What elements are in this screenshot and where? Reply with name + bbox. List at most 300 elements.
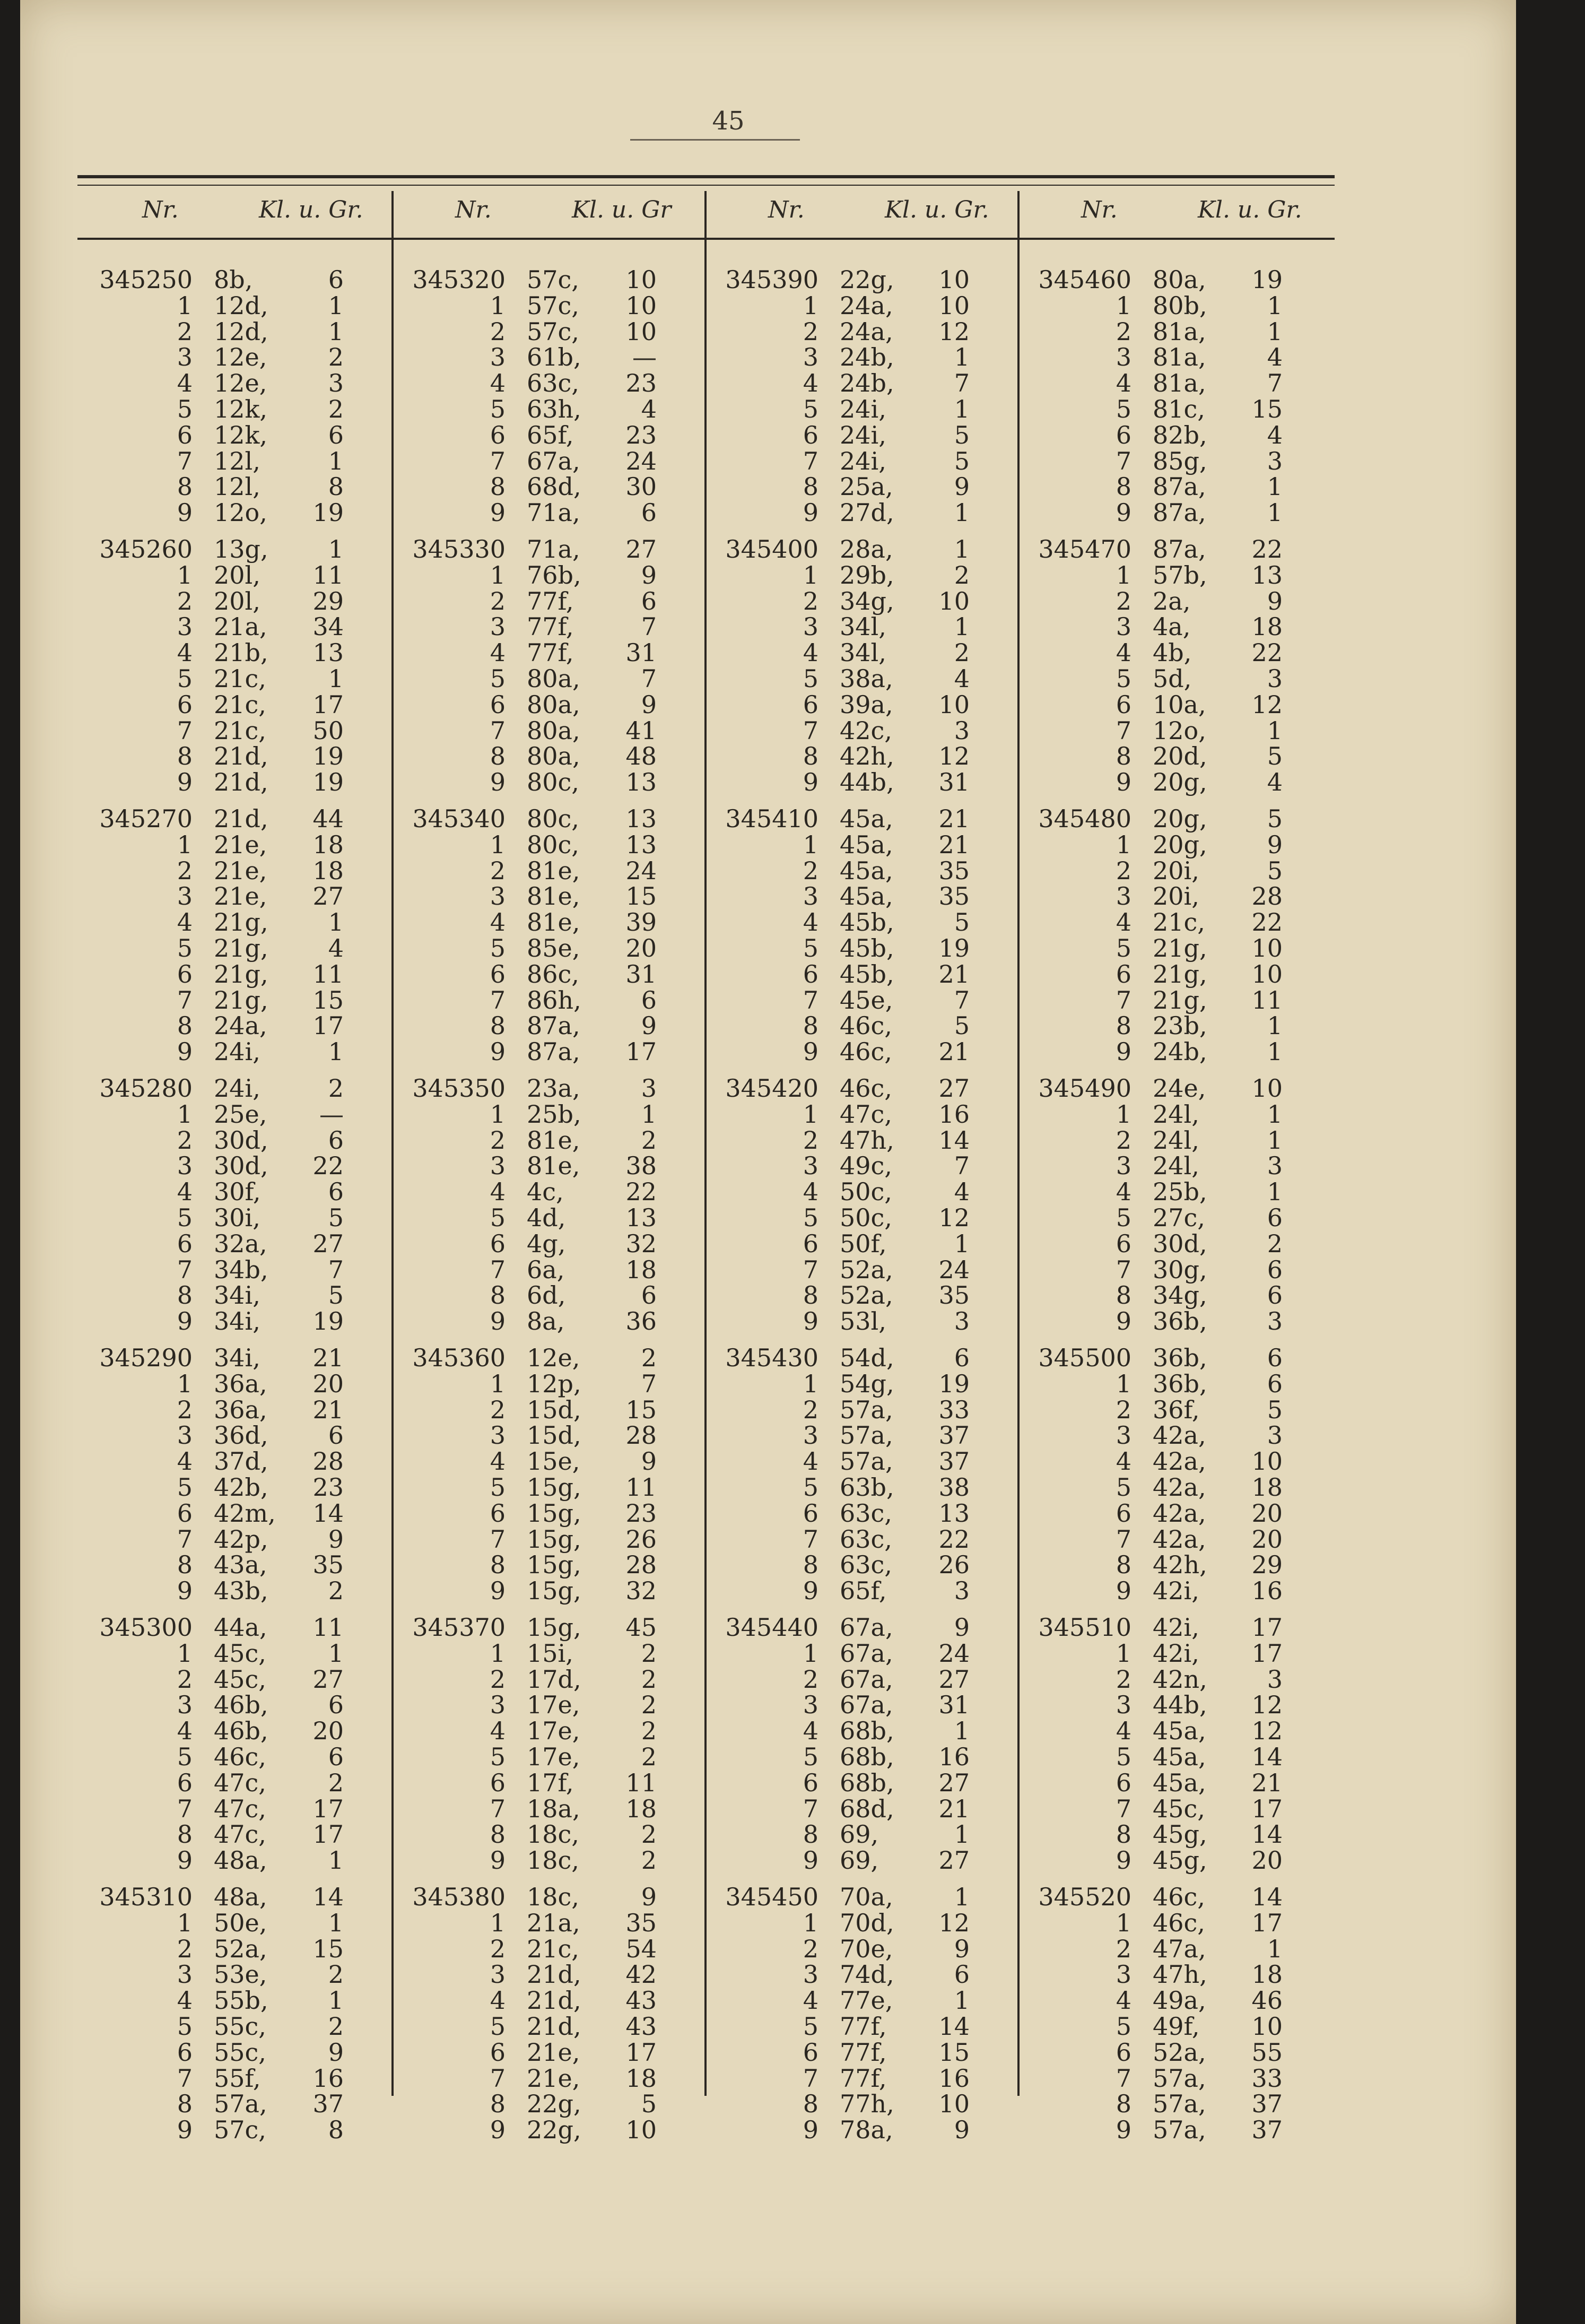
row-class-group: 20l, — [214, 560, 260, 589]
row-nr: 8 — [803, 1820, 818, 1849]
row-class-group: 47c, — [214, 1768, 266, 1797]
table-row — [407, 1255, 704, 1284]
row-class-group: 5d, — [1153, 664, 1192, 693]
row-nr: 9 — [1116, 768, 1131, 797]
row-count: 32 — [625, 1229, 657, 1258]
row-nr: 345340 — [412, 804, 506, 833]
table-row — [407, 1638, 704, 1668]
row-class-group: 49f, — [1153, 2012, 1200, 2041]
row-class-group: 68b, — [840, 1768, 894, 1797]
row-class-group: 67a, — [840, 1690, 893, 1720]
row-class-group: 12e, — [214, 369, 267, 398]
row-count: 42 — [625, 1960, 657, 1989]
row-count: 6 — [1267, 1255, 1283, 1284]
row-class-group: 69, — [840, 1846, 879, 1875]
table-row — [720, 1203, 1017, 1232]
row-class-group: 52a, — [840, 1281, 893, 1310]
table-row — [407, 498, 704, 527]
row-nr: 8 — [490, 742, 506, 771]
table-row — [1033, 1820, 1330, 1849]
table-row — [407, 1447, 704, 1476]
table-row — [94, 908, 391, 937]
table-row — [407, 1742, 704, 1771]
row-count: 1 — [328, 908, 344, 937]
table-row — [407, 742, 704, 771]
row-class-group: 42a, — [1153, 1498, 1206, 1528]
row-class-group: 12k, — [214, 395, 268, 423]
row-nr: 7 — [803, 1794, 818, 1823]
table-row — [407, 395, 704, 423]
row-class-group: 18c, — [527, 1820, 579, 1849]
row-count: 32 — [625, 1576, 657, 1606]
row-nr: 345350 — [412, 1074, 506, 1103]
row-nr: 8 — [177, 1550, 193, 1580]
row-nr: 6 — [803, 1498, 818, 1528]
row-nr: 5 — [177, 1473, 193, 1502]
table-row — [720, 882, 1017, 911]
row-count: 38 — [938, 1473, 970, 1502]
table-row — [1033, 1151, 1330, 1181]
row-nr: 3 — [490, 882, 506, 911]
row-class-group: 21g, — [214, 908, 268, 937]
table-row — [1033, 690, 1330, 719]
row-nr: 1 — [177, 830, 193, 859]
row-class-group: 36b, — [1153, 1343, 1207, 1372]
row-count: 1 — [954, 1716, 970, 1746]
row-class-group: 44b, — [1153, 1690, 1207, 1720]
row-count: 22 — [1251, 908, 1283, 937]
row-class-group: 24b, — [1153, 1037, 1207, 1066]
row-count: 2 — [641, 1846, 657, 1875]
table-row — [720, 395, 1017, 423]
row-nr: 2 — [803, 586, 818, 615]
row-nr: 345440 — [725, 1613, 818, 1642]
row-class-group: 42m, — [214, 1498, 276, 1528]
row-class-group: 30g, — [1153, 1255, 1207, 1284]
row-nr: 2 — [803, 1395, 818, 1424]
table-row — [407, 1011, 704, 1040]
table-row — [407, 472, 704, 501]
row-class-group: 45b, — [840, 959, 894, 988]
row-class-group: 4d, — [527, 1203, 566, 1232]
row-count: 1 — [328, 1638, 344, 1668]
row-count: 1 — [328, 446, 344, 475]
row-nr: 8 — [490, 2089, 506, 2119]
row-count: 9 — [954, 2115, 970, 2145]
row-count: 16 — [1251, 1576, 1283, 1606]
row-nr: 8 — [177, 472, 193, 501]
row-nr: 7 — [1116, 1524, 1131, 1554]
row-nr: 5 — [803, 2012, 818, 2041]
row-class-group: 77f, — [527, 612, 574, 641]
row-class-group: 86c, — [527, 959, 579, 988]
row-count: 6 — [328, 1690, 344, 1720]
row-nr: 6 — [803, 690, 818, 719]
row-nr: 9 — [803, 1846, 818, 1875]
row-count: 17 — [1251, 1908, 1283, 1937]
row-class-group: 87a, — [527, 1037, 580, 1066]
row-count: 13 — [625, 1203, 657, 1232]
row-count: 33 — [938, 1395, 970, 1424]
table-row — [1033, 2012, 1330, 2041]
row-count: 31 — [625, 959, 657, 988]
row-count: 28 — [625, 1550, 657, 1580]
table-row — [94, 1742, 391, 1771]
row-class-group: 42i, — [1153, 1638, 1199, 1668]
row-class-group: 2a, — [1153, 586, 1191, 615]
row-count: 27 — [938, 1768, 970, 1797]
row-class-group: 57b, — [1153, 560, 1207, 589]
row-count: 50 — [312, 716, 344, 745]
row-class-group: 18a, — [527, 1794, 580, 1823]
table-row — [720, 1794, 1017, 1823]
row-count: 1 — [954, 498, 970, 527]
row-class-group: 6d, — [527, 1281, 566, 1310]
row-class-group: 17e, — [527, 1690, 580, 1720]
row-count: 27 — [312, 882, 344, 911]
row-class-group: 36d, — [214, 1421, 268, 1450]
table-row — [94, 612, 391, 641]
row-count: 7 — [641, 1369, 657, 1398]
table-row — [720, 830, 1017, 859]
row-count: 10 — [1251, 959, 1283, 988]
row-class-group: 42p, — [214, 1524, 268, 1554]
table-row — [94, 716, 391, 745]
table-row — [720, 2115, 1017, 2145]
table-row — [720, 1343, 1017, 1372]
row-class-group: 55b, — [214, 1986, 268, 2015]
row-count: 31 — [938, 1690, 970, 1720]
row-nr: 2 — [177, 1125, 193, 1155]
row-class-group: 24i, — [214, 1074, 260, 1103]
table-row — [407, 638, 704, 667]
row-count: 6 — [1267, 1369, 1283, 1398]
table-row — [1033, 856, 1330, 885]
row-count: 7 — [1267, 369, 1283, 398]
column-divider — [704, 191, 707, 2096]
table-row — [407, 2012, 704, 2041]
row-nr: 3 — [1116, 1151, 1131, 1181]
table-row — [1033, 395, 1330, 423]
row-nr: 2 — [490, 1664, 506, 1694]
row-count: 11 — [625, 1473, 657, 1502]
row-nr: 5 — [1116, 2012, 1131, 2041]
table-row — [720, 612, 1017, 641]
row-count: 1 — [1267, 472, 1283, 501]
table-row — [1033, 768, 1330, 797]
row-nr: 2 — [490, 1934, 506, 1963]
row-class-group: 42i, — [1153, 1576, 1199, 1606]
row-count: 1 — [1267, 317, 1283, 346]
row-nr: 9 — [1116, 1576, 1131, 1606]
row-nr: 3 — [490, 1960, 506, 1989]
row-count: 17 — [312, 1820, 344, 1849]
row-nr: 1 — [803, 1908, 818, 1937]
row-nr: 1 — [1116, 830, 1131, 859]
table-row — [407, 586, 704, 615]
row-count: 6 — [328, 1177, 344, 1207]
table-row — [720, 1151, 1017, 1181]
table-row — [1033, 343, 1330, 372]
row-class-group: 81a, — [1153, 317, 1206, 346]
table-row — [407, 1716, 704, 1746]
row-count: 6 — [328, 265, 344, 294]
row-class-group: 87a, — [1153, 535, 1206, 563]
row-count: 6 — [954, 1960, 970, 1989]
row-nr: 1 — [490, 1369, 506, 1398]
table-row — [1033, 369, 1330, 398]
row-nr: 7 — [177, 2063, 193, 2093]
row-nr: 4 — [803, 369, 818, 398]
row-nr: 6 — [1116, 1498, 1131, 1528]
row-class-group: 46c, — [840, 1011, 892, 1040]
row-nr: 1 — [803, 1369, 818, 1398]
row-count: 10 — [625, 265, 657, 294]
row-count: 21 — [938, 1037, 970, 1066]
table-row — [407, 1343, 704, 1372]
table-row — [1033, 638, 1330, 667]
row-count: 31 — [938, 768, 970, 797]
row-class-group: 32a, — [214, 1229, 267, 1258]
row-class-group: 45e, — [840, 985, 893, 1014]
table-row — [94, 768, 391, 797]
table-row — [720, 2012, 1017, 2041]
table-row — [94, 2115, 391, 2145]
row-count: 10 — [938, 265, 970, 294]
table-row — [720, 1125, 1017, 1155]
table-row — [720, 343, 1017, 372]
row-nr: 7 — [490, 446, 506, 475]
row-class-group: 34i, — [214, 1307, 260, 1336]
table-row — [1033, 830, 1330, 859]
table-row — [1033, 1011, 1330, 1040]
row-count: 12 — [938, 742, 970, 771]
table-row — [407, 882, 704, 911]
table-row — [720, 638, 1017, 667]
table-row — [720, 1229, 1017, 1258]
table-row — [1033, 1473, 1330, 1502]
row-nr: 345500 — [1038, 1343, 1131, 1372]
row-count: 18 — [625, 1794, 657, 1823]
table-row — [720, 1716, 1017, 1746]
row-count: 7 — [954, 985, 970, 1014]
row-count: 7 — [954, 369, 970, 398]
row-nr: 6 — [803, 2037, 818, 2067]
row-class-group: 8b, — [214, 265, 253, 294]
row-class-group: 63c, — [840, 1524, 892, 1554]
page-number-rule — [630, 139, 800, 141]
table-row — [94, 1690, 391, 1720]
table-row — [1033, 2115, 1330, 2145]
table-row — [720, 1934, 1017, 1963]
row-count: 1 — [954, 1986, 970, 2015]
table-row — [94, 1255, 391, 1284]
row-count: 15 — [938, 2037, 970, 2067]
row-count: 1 — [328, 1846, 344, 1875]
row-nr: 6 — [490, 1498, 506, 1528]
row-count: 9 — [1267, 830, 1283, 859]
row-nr: 345390 — [725, 265, 818, 294]
row-class-group: 4g, — [527, 1229, 566, 1258]
row-class-group: 25e, — [214, 1099, 267, 1129]
row-count: 20 — [1251, 1498, 1283, 1528]
row-count: 5 — [328, 1281, 344, 1310]
row-count: 26 — [938, 1550, 970, 1580]
table-row — [407, 985, 704, 1014]
row-class-group: 24i, — [214, 1037, 260, 1066]
document-page — [20, 0, 1516, 2324]
row-count: 22 — [938, 1524, 970, 1554]
row-nr: 9 — [1116, 1037, 1131, 1066]
row-class-group: 46b, — [214, 1690, 268, 1720]
table-row — [720, 1255, 1017, 1284]
row-nr: 9 — [177, 1846, 193, 1875]
table-row — [94, 2037, 391, 2067]
row-nr: 2 — [177, 1395, 193, 1424]
row-nr: 2 — [490, 1125, 506, 1155]
table-row — [1033, 1281, 1330, 1310]
row-nr: 8 — [1116, 1281, 1131, 1310]
row-class-group: 42a, — [1153, 1447, 1206, 1476]
row-class-group: 50c, — [840, 1203, 892, 1232]
row-nr: 2 — [490, 317, 506, 346]
table-row — [1033, 1846, 1330, 1875]
row-class-group: 46c, — [840, 1074, 892, 1103]
table-row — [720, 535, 1017, 563]
row-class-group: 12p, — [527, 1369, 581, 1398]
row-nr: 345460 — [1038, 265, 1131, 294]
row-count: 11 — [312, 1613, 344, 1642]
row-count: 9 — [328, 2037, 344, 2067]
row-count: 9 — [641, 560, 657, 589]
table-row — [407, 369, 704, 398]
row-class-group: 50e, — [214, 1908, 267, 1937]
table-row — [94, 2012, 391, 2041]
row-nr: 4 — [1116, 369, 1131, 398]
table-row — [1033, 2037, 1330, 2067]
table-row — [407, 1883, 704, 1911]
table-row — [1033, 1524, 1330, 1554]
row-count: 10 — [938, 690, 970, 719]
row-nr: 1 — [177, 560, 193, 589]
row-nr: 1 — [490, 1638, 506, 1668]
row-class-group: 28a, — [840, 535, 893, 563]
row-class-group: 12o, — [1153, 716, 1206, 745]
row-class-group: 70d, — [840, 1908, 894, 1937]
row-class-group: 42a, — [1153, 1524, 1206, 1554]
table-row — [1033, 560, 1330, 589]
row-count: 10 — [1251, 934, 1283, 962]
table-row — [407, 908, 704, 937]
row-class-group: 34g, — [840, 586, 894, 615]
row-class-group: 55c, — [214, 2012, 266, 2041]
row-count: 18 — [312, 830, 344, 859]
table-row — [407, 1421, 704, 1450]
row-nr: 7 — [803, 985, 818, 1014]
row-count: 6 — [328, 1742, 344, 1771]
row-count: 23 — [312, 1473, 344, 1502]
row-count: 27 — [938, 1664, 970, 1694]
table-row — [720, 768, 1017, 797]
row-count: 12 — [938, 1908, 970, 1937]
row-count: 19 — [312, 742, 344, 771]
row-class-group: 52a, — [1153, 2037, 1206, 2067]
row-count: 43 — [625, 2012, 657, 2041]
row-count: 17 — [312, 690, 344, 719]
row-count: 17 — [312, 1011, 344, 1040]
row-count: 1 — [1267, 498, 1283, 527]
row-count: 3 — [954, 1576, 970, 1606]
row-nr: 345300 — [99, 1613, 193, 1642]
row-count: 1 — [328, 317, 344, 346]
row-class-group: 81e, — [527, 908, 580, 937]
row-count: 3 — [954, 716, 970, 745]
row-class-group: 21c, — [214, 716, 266, 745]
row-class-group: 63c, — [527, 369, 579, 398]
table-row — [407, 2115, 704, 2145]
row-count: 14 — [1251, 1742, 1283, 1771]
row-nr: 345510 — [1038, 1613, 1131, 1642]
header-kl-gr: Kl. u. Gr — [572, 196, 672, 223]
row-class-group: 47h, — [1153, 1960, 1207, 1989]
row-nr: 9 — [177, 498, 193, 527]
row-class-group: 45a, — [840, 830, 893, 859]
row-nr: 7 — [490, 1524, 506, 1554]
row-class-group: 57a, — [1153, 2089, 1206, 2119]
table-row — [94, 291, 391, 320]
row-class-group: 34l, — [840, 638, 886, 667]
row-count: 17 — [1251, 1794, 1283, 1823]
row-class-group: 21e, — [214, 830, 267, 859]
table-row — [1033, 908, 1330, 937]
row-nr: 3 — [803, 882, 818, 911]
row-class-group: 36a, — [214, 1395, 267, 1424]
row-nr: 6 — [177, 2037, 193, 2067]
row-class-group: 47c, — [840, 1099, 892, 1129]
row-nr: 345400 — [725, 535, 818, 563]
table-row — [720, 472, 1017, 501]
row-count: 6 — [641, 498, 657, 527]
row-nr: 1 — [1116, 1638, 1131, 1668]
row-class-group: 20l, — [214, 586, 260, 615]
row-nr: 8 — [490, 1550, 506, 1580]
row-class-group: 45a, — [1153, 1768, 1206, 1797]
table-row — [94, 1369, 391, 1398]
row-nr: 7 — [177, 1524, 193, 1554]
row-count: 10 — [1251, 1074, 1283, 1103]
row-count: 14 — [312, 1498, 344, 1528]
row-class-group: 54g, — [840, 1369, 894, 1398]
row-class-group: 34g, — [1153, 1281, 1207, 1310]
row-count: 5 — [641, 2089, 657, 2119]
row-nr: 4 — [1116, 908, 1131, 937]
row-class-group: 67a, — [527, 446, 580, 475]
table-row — [407, 934, 704, 962]
row-nr: 345380 — [412, 1883, 506, 1911]
row-class-group: 15d, — [527, 1421, 581, 1450]
row-class-group: 36a, — [214, 1369, 267, 1398]
row-nr: 9 — [177, 2115, 193, 2145]
table-row — [94, 560, 391, 589]
table-row — [1033, 1768, 1330, 1797]
row-nr: 3 — [490, 343, 506, 372]
row-count: 17 — [312, 1794, 344, 1823]
table-row — [1033, 498, 1330, 527]
row-class-group: 87a, — [1153, 498, 1206, 527]
table-row — [720, 1307, 1017, 1336]
row-count: 6 — [954, 1343, 970, 1372]
row-count: 35 — [938, 882, 970, 911]
